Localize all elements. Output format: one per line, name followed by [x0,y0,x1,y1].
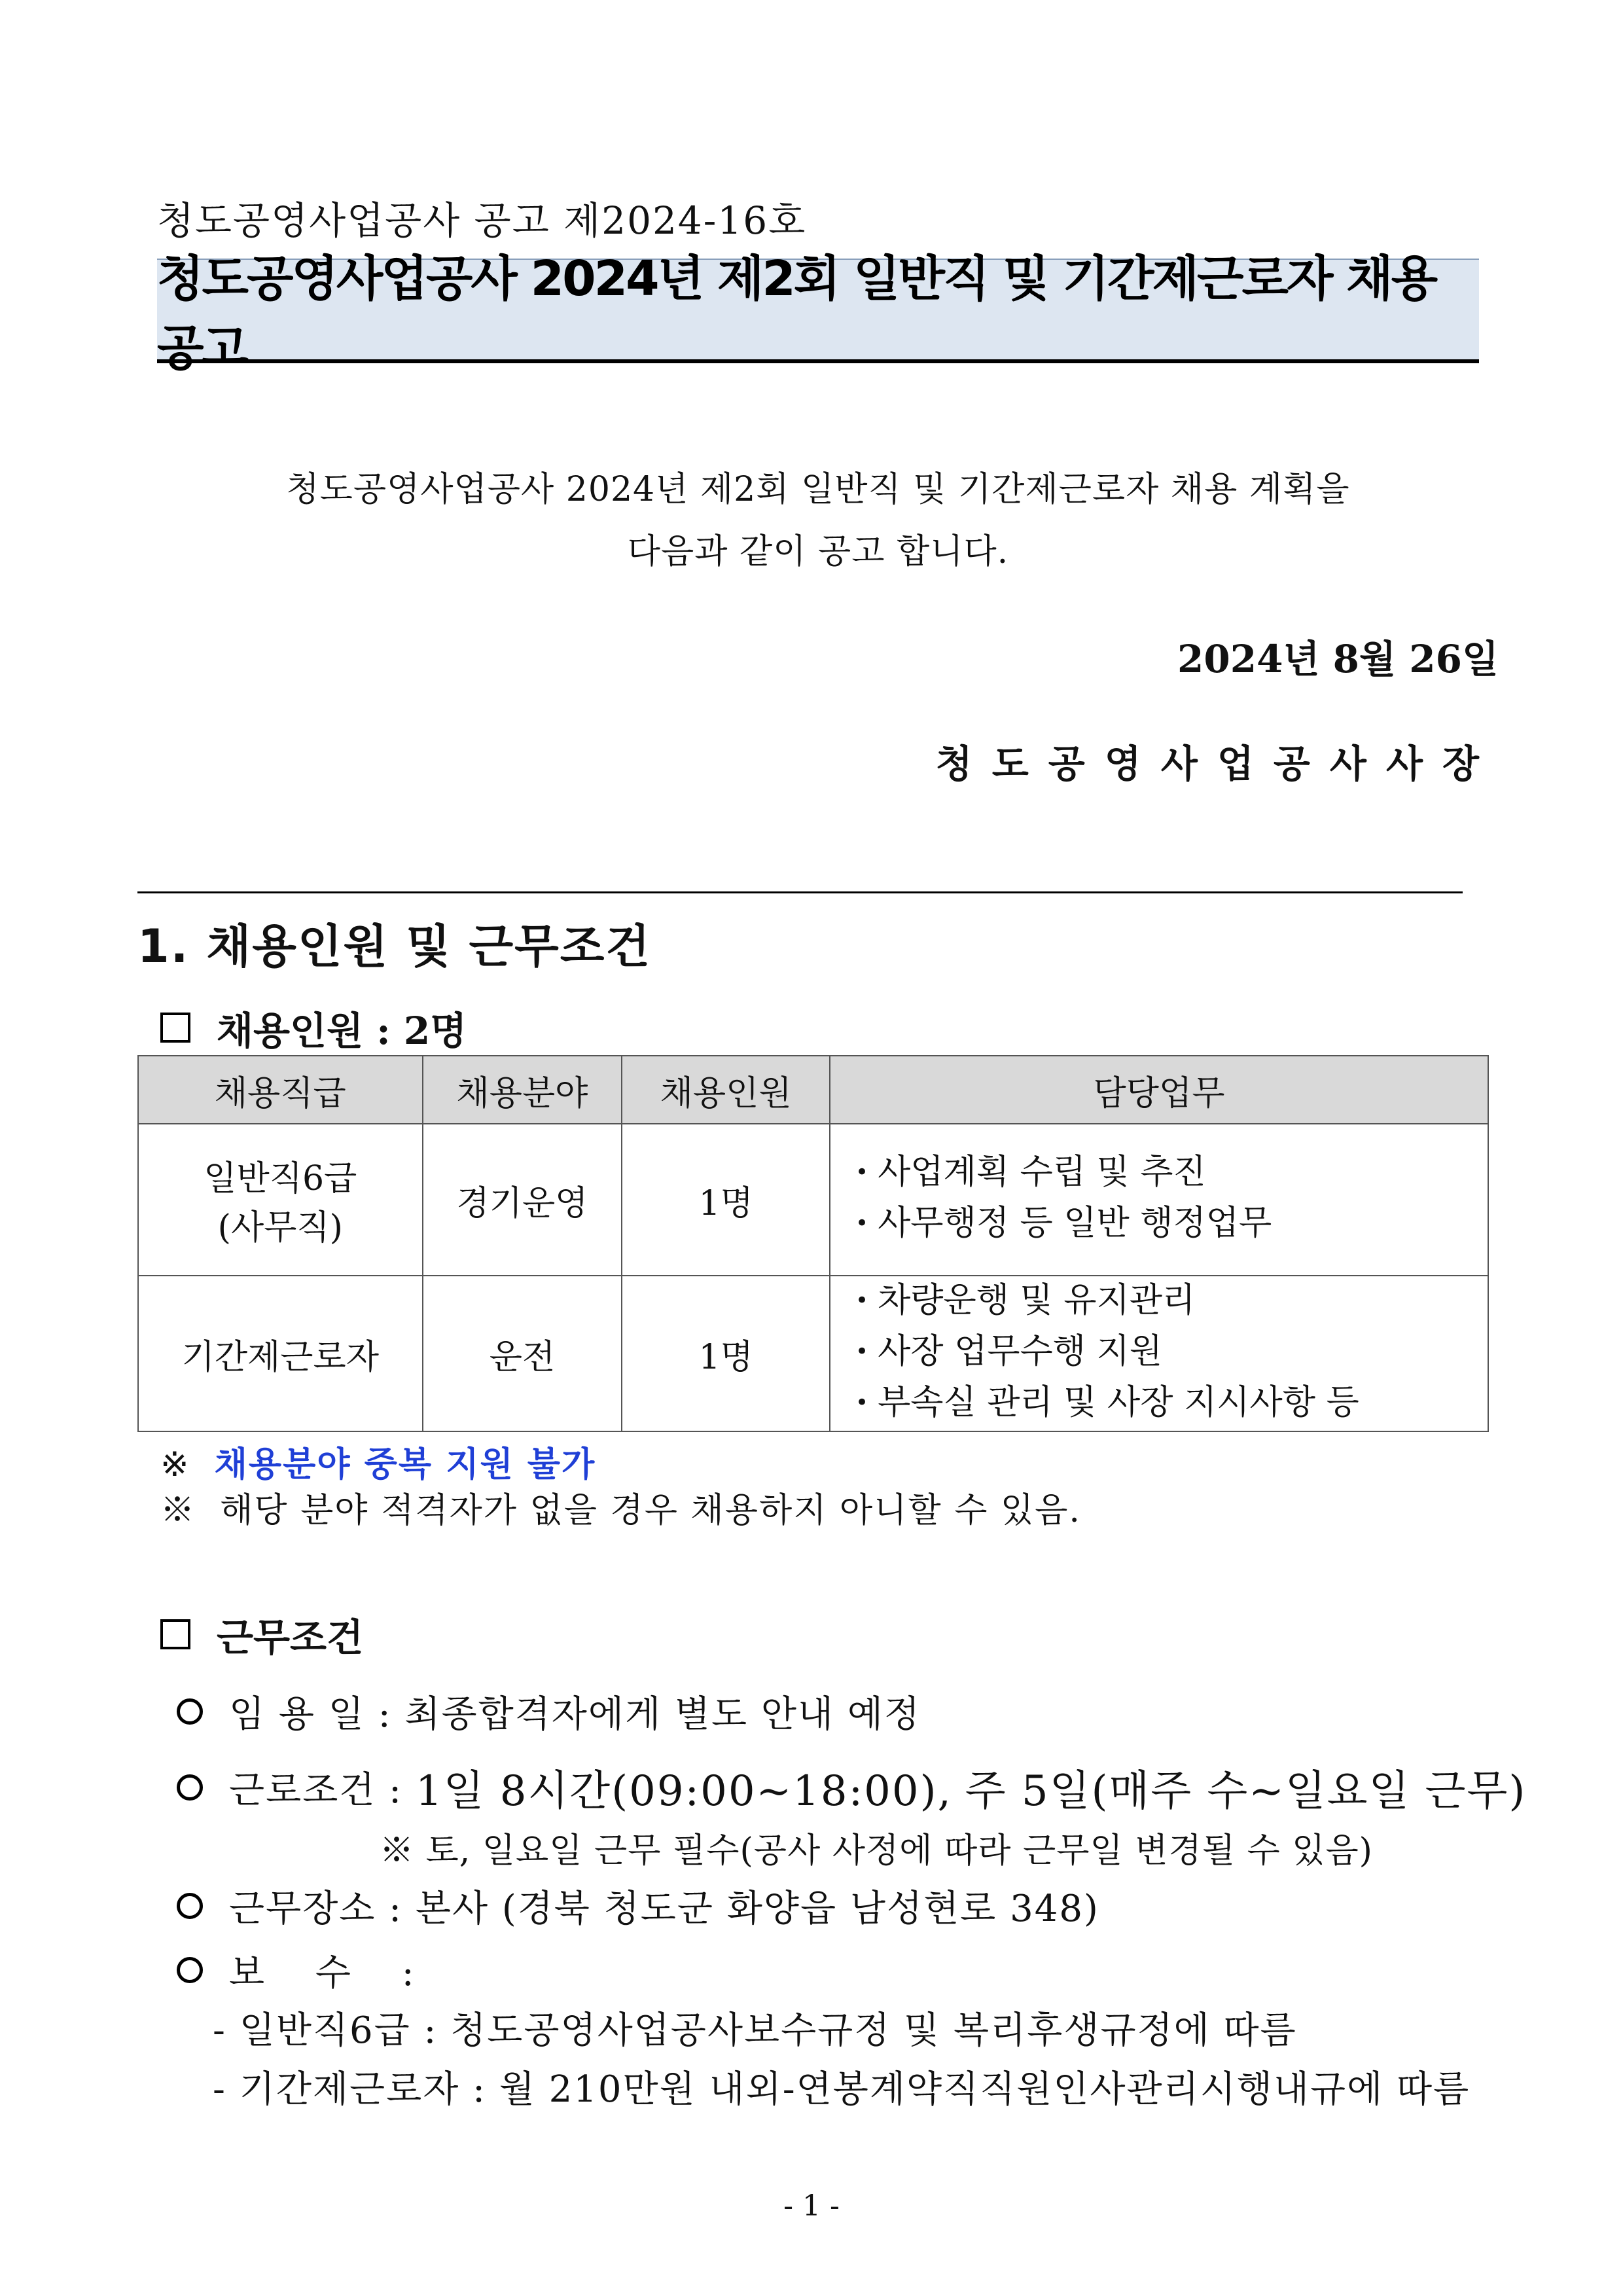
checkbox-square-icon [160,1619,190,1649]
header-count: 채용인원 [622,1056,830,1124]
header-grade: 채용직급 [138,1056,423,1124]
header-field: 채용분야 [423,1056,622,1124]
work-note: ※ 토, 일요일 근무 필수(공사 사정에 따라 근무일 변경될 수 있음) [380,1831,1373,1871]
grade-line: (사무직) [217,1208,343,1247]
page-number: - 1 - [783,2189,840,2223]
note-mark: ※ [160,1445,190,1484]
circle-bullet-icon [177,1893,203,1919]
circle-bullet-icon [177,1698,203,1725]
recruit-heading-text: 채용인원 : 2명 [217,1009,467,1053]
recruit-heading [160,1000,467,1055]
recruitment-table [137,1055,1489,1432]
title-banner [157,251,1479,376]
circle-bullet-icon [177,1957,203,1983]
table-row [138,1124,1488,1276]
condition-label: 근로조건 : [229,1769,403,1812]
condition-pay [177,1944,434,1996]
notice-date: 2024년 8월 26일 [1177,637,1499,681]
table-header-row [138,1056,1488,1124]
duty-item: • 사장 업무수행 지원 [855,1328,1487,1379]
condition-label: 임 용 일 : [229,1693,392,1736]
condition-label: 근무장소 : [229,1888,403,1930]
note-no-qualified [160,1482,1081,1532]
cell-grade: 기간제근로자 [138,1276,423,1431]
pay-item: - 일반직6급 : 청도공영사업공사보수규정 및 복리후생규정에 따름 [213,2009,1297,2052]
signer: 청도공영사업공사사장 [935,742,1499,786]
duty-item: • 사무행정 등 일반 행정업무 [855,1200,1487,1251]
condition-value: 최종합격자에게 별도 안내 예정 [404,1693,921,1736]
header-duties: 담당업무 [830,1056,1488,1124]
duty-item: • 부속실 관리 및 사장 지시사항 등 [855,1379,1487,1430]
condition-value: 1일 8시간(09:00~18:00), [415,1767,952,1816]
note-mark: ※ [160,1491,196,1530]
conditions-heading-text: 근무조건 [217,1615,364,1660]
condition-value: 본사 (경북 청도군 화양읍 남성현로 348) [415,1888,1099,1930]
duty-item: • 차량운행 및 유지관리 [855,1277,1487,1328]
note-no-duplicate [160,1437,596,1486]
cell-field: 운전 [423,1276,622,1431]
condition-appointment [177,1685,921,1738]
duty-item: • 사업계획 수립 및 추진 [855,1149,1487,1200]
notice-number: 청도공영사업공사 공고 제2024-16호 [157,198,807,243]
section-divider [137,891,1463,893]
circle-bullet-icon [177,1774,203,1801]
note-duplicate-text: 채용분야 중복 지원 불가 [214,1444,596,1484]
cell-duties [830,1276,1488,1431]
cell-grade [138,1124,423,1276]
cell-duties [830,1124,1488,1276]
cell-field: 경기운영 [423,1124,622,1276]
conditions-heading [160,1607,363,1662]
condition-label: 보 수 : [229,1952,434,1994]
grade-line: 일반직6급 [204,1159,357,1198]
condition-work [177,1757,1526,1818]
condition-value: 주 5일(매주 수~일요일 근무) [965,1767,1527,1816]
checkbox-square-icon [160,1013,190,1043]
intro-line-1: 청도공영사업공사 2024년 제2회 일반직 및 기간제근로자 채용 계획을 [286,470,1350,509]
pay-item: - 기간제근로자 : 월 210만원 내외-연봉계약직직원인사관리시행내규에 따름 [213,2068,1471,2111]
page-title: 청도공영사업공사 2024년 제2회 일반직 및 기간제근로자 채용 공고 [157,251,1436,376]
intro-line-2: 다음과 같이 공고 합니다. [627,532,1009,571]
section-title: 1. 채용인원 및 근무조건 [137,920,651,973]
condition-place [177,1880,1099,1932]
cell-count: 1명 [622,1124,830,1276]
table-row [138,1276,1488,1431]
note-qualified-text: 해당 분야 적격자가 없을 경우 채용하지 아니할 수 있음. [220,1491,1081,1530]
cell-count: 1명 [622,1276,830,1431]
